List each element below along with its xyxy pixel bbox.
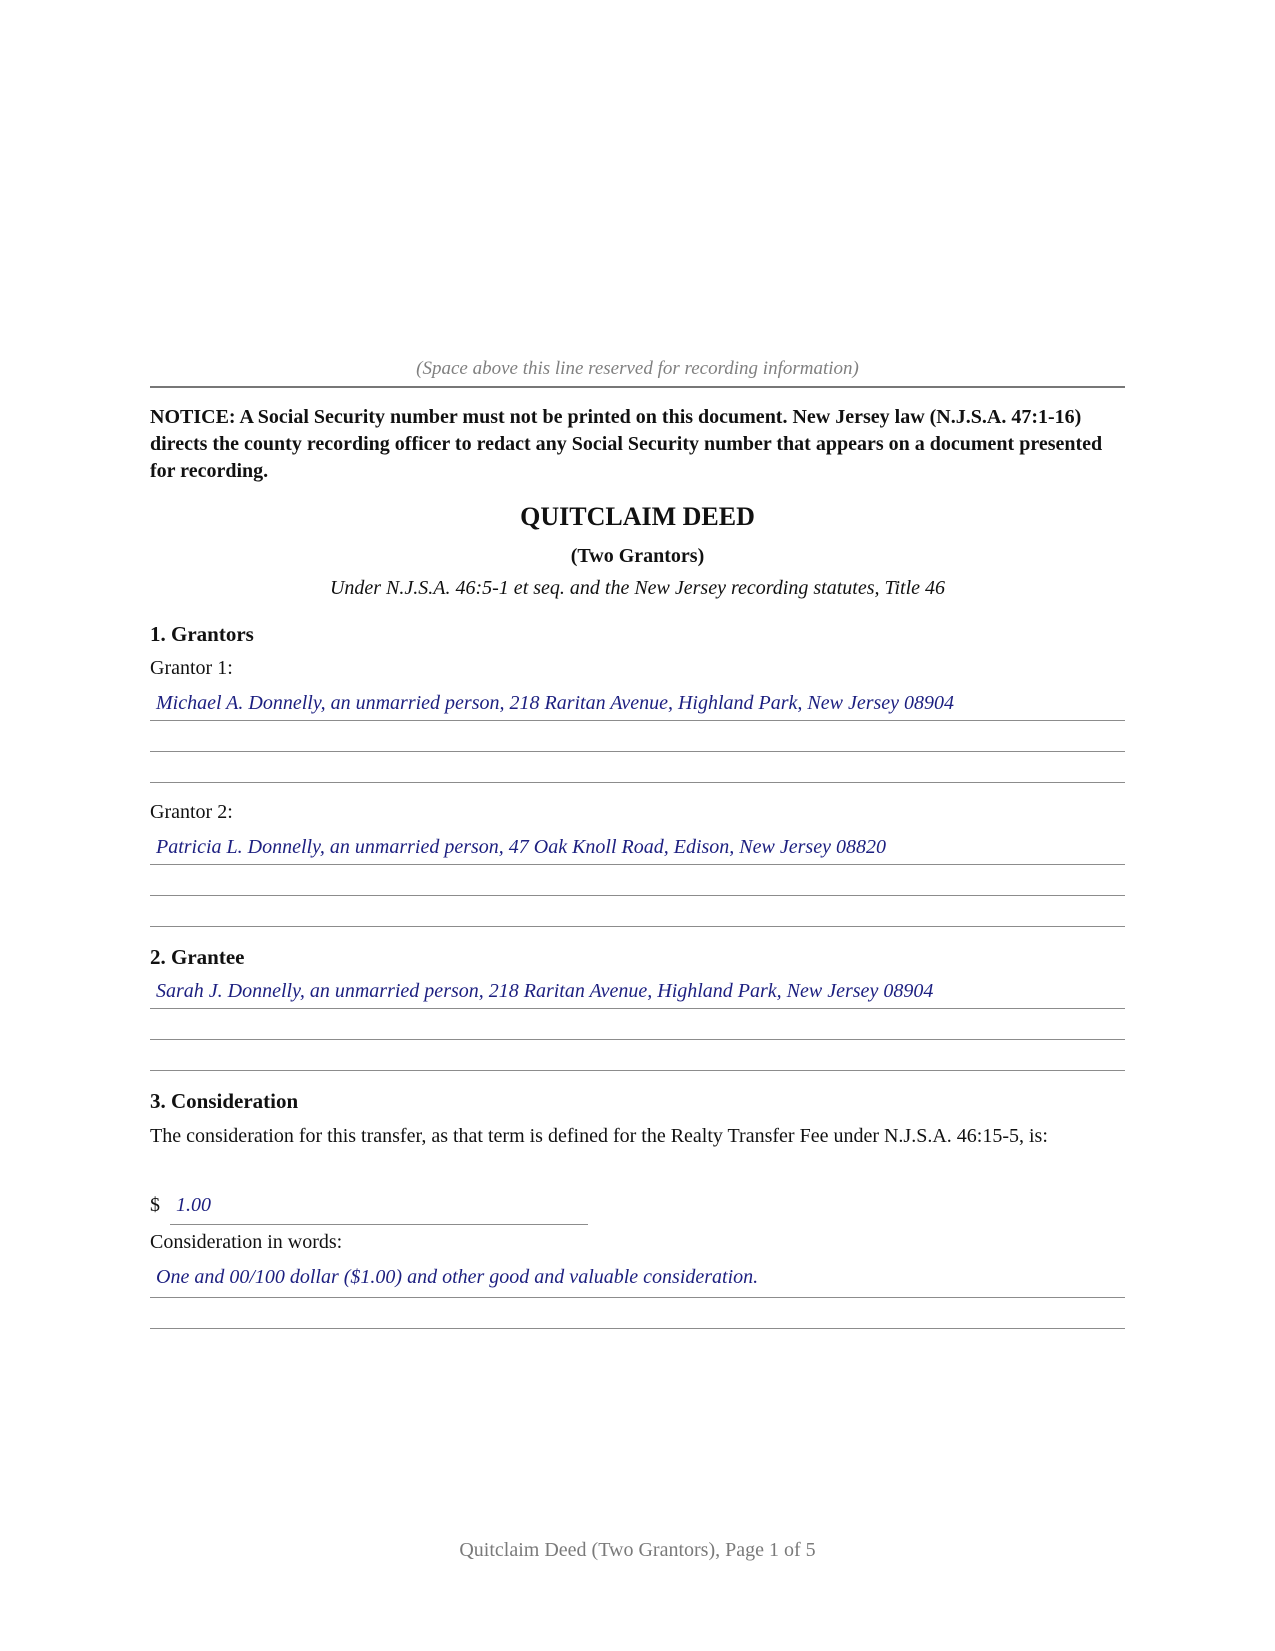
grantor1-line-1 [150, 720, 1125, 721]
consideration-words-label: Consideration in words: [150, 1231, 343, 1253]
grantor2-line-2 [150, 895, 1125, 896]
grantee-heading: 2. Grantee [150, 945, 245, 969]
grantors-heading: 1. Grantors [150, 622, 254, 646]
recording-space-divider [150, 386, 1125, 388]
currency-symbol: $ [150, 1194, 160, 1216]
document-title: QUITCLAIM DEED [520, 502, 755, 531]
consideration-words-line-2 [150, 1328, 1125, 1329]
consideration-description: The consideration for this transfer, as that term is defined for the Realty Transfer Fee under N.J.S.A. 46:15-5, is: [150, 1125, 1048, 1147]
document-page [150, 0, 1125, 1651]
grantee-line-1 [150, 1008, 1125, 1009]
grantor1-line-2 [150, 751, 1125, 752]
grantee-line-2 [150, 1039, 1125, 1040]
grantor1-field[interactable]: Michael A. Donnelly, an unmarried person, 218 Raritan Avenue, Highland Park, New Jersey 08904 [156, 692, 955, 714]
grantor2-line-1 [150, 864, 1125, 865]
document-subtitle: (Two Grantors) [570, 545, 705, 567]
consideration-amount-field[interactable]: 1.00 [176, 1194, 211, 1216]
grantor2-label: Grantor 2: [150, 801, 233, 823]
statute-line: Under N.J.S.A. 46:5-1 et seq. and the New Jersey recording statutes, Title 46 [329, 577, 946, 599]
consideration-amount-line [170, 1224, 588, 1225]
grantee-field[interactable]: Sarah J. Donnelly, an unmarried person, 218 Raritan Avenue, Highland Park, New Jersey 08904 [156, 980, 934, 1002]
grantor2-field[interactable]: Patricia L. Donnelly, an unmarried person, 47 Oak Knoll Road, Edison, New Jersey 08820 [156, 836, 886, 858]
grantor1-line-3 [150, 782, 1125, 783]
consideration-heading: 3. Consideration [150, 1089, 299, 1113]
recording-space-note: (Space above this line reserved for recording information) [416, 358, 859, 379]
consideration-words-line-1 [150, 1297, 1125, 1298]
grantor1-label: Grantor 1: [150, 657, 233, 679]
grantee-line-3 [150, 1070, 1125, 1071]
ssn-notice: NOTICE: A Social Security number must not be printed on this document. New Jersey law (N.J.S.A. 47:1-16) directs the county recording officer to redact any Social Security number that appears on a document presented for recording. [150, 406, 1103, 482]
consideration-words-field[interactable]: One and 00/100 dollar ($1.00) and other good and valuable consideration. [156, 1266, 759, 1288]
grantor2-line-3 [150, 926, 1125, 927]
page-footer: Quitclaim Deed (Two Grantors), Page 1 of 5 [459, 1539, 816, 1561]
